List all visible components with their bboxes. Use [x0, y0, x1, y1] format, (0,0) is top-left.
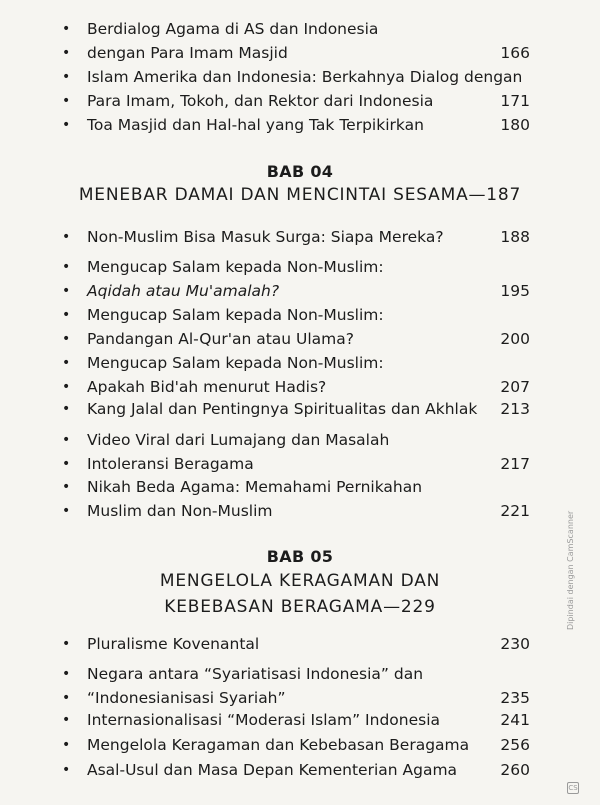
- toc-entry-title: Kang Jalal dan Pentingnya Spiritualitas dan Akhlak: [87, 400, 478, 418]
- page-number: 260: [500, 761, 530, 779]
- page-number: 256: [500, 736, 530, 754]
- chapter-label: BAB 04: [266, 162, 334, 181]
- toc-entry-title: Mengucap Salam kepada Non-Muslim:: [87, 354, 384, 372]
- toc-entry[interactable]: [0, 708, 600, 732]
- bullet-icon: •: [62, 456, 71, 472]
- toc-entry[interactable]: [0, 351, 600, 399]
- page-number: 207: [500, 378, 530, 396]
- toc-entry-title: Berdialog Agama di AS dan Indonesia: [87, 20, 379, 38]
- toc-entry-title: Intoleransi Beragama: [87, 455, 254, 473]
- toc-entry-title: Internasionalisasi “Moderasi Islam” Indonesia: [87, 711, 441, 729]
- bullet-icon: •: [62, 93, 71, 109]
- toc-entry[interactable]: [0, 255, 600, 303]
- camscanner-logo-icon: CS: [568, 784, 578, 792]
- toc-entry-title: Non-Muslim Bisa Masuk Surga: Siapa Mereka?: [87, 228, 444, 246]
- bullet-icon: •: [62, 379, 71, 395]
- toc-entry-title: Negara antara “Syariatisasi Indonesia” dan: [87, 665, 424, 683]
- bullet-icon: •: [62, 503, 71, 519]
- toc-entry-title: Aqidah atau Mu'amalah?: [87, 282, 280, 300]
- toc-entry-title: Asal-Usul dan Masa Depan Kementerian Agama: [87, 761, 458, 779]
- toc-entry[interactable]: [0, 113, 600, 137]
- toc-entry-title: Nikah Beda Agama: Memahami Pernikahan: [87, 478, 423, 496]
- chapter-title: MENEBAR DAMAI DAN MENCINTAI SESAMA—187: [78, 185, 522, 205]
- toc-entry-title: Pandangan Al-Qur'an atau Ulama?: [87, 330, 354, 348]
- page-number: 180: [500, 116, 530, 134]
- toc-entry[interactable]: [0, 733, 600, 757]
- toc-entry[interactable]: [0, 758, 600, 782]
- toc-entry-title: Mengucap Salam kepada Non-Muslim:: [87, 258, 384, 276]
- toc-entry-title: Para Imam, Tokoh, dan Rektor dari Indonesia: [87, 92, 434, 110]
- bullet-icon: •: [62, 762, 71, 778]
- page-number: 241: [500, 711, 530, 729]
- chapter-title: MENGELOLA KERAGAMAN DAN: [159, 571, 441, 591]
- toc-entry[interactable]: [0, 397, 600, 421]
- bullet-icon: •: [62, 229, 71, 245]
- bullet-icon: •: [62, 21, 71, 37]
- toc-entry[interactable]: [0, 303, 600, 351]
- page-number: 166: [500, 44, 530, 62]
- bullet-icon: •: [62, 355, 71, 371]
- chapter-label: BAB 05: [266, 547, 334, 566]
- toc-entry[interactable]: [0, 17, 600, 65]
- bullet-icon: •: [62, 737, 71, 753]
- toc-entry-title: dengan Para Imam Masjid: [87, 44, 288, 62]
- page-number: 213: [500, 400, 530, 418]
- toc-entry-title: Muslim dan Non-Muslim: [87, 502, 273, 520]
- toc-entry-title: Mengucap Salam kepada Non-Muslim:: [87, 306, 384, 324]
- toc-entry-title: Islam Amerika dan Indonesia: Berkahnya Dialog dengan: [87, 68, 523, 86]
- page-number: 171: [500, 92, 530, 110]
- toc-entry-title: Toa Masjid dan Hal-hal yang Tak Terpikirkan: [87, 116, 424, 134]
- bullet-icon: •: [62, 45, 71, 61]
- bullet-icon: •: [62, 432, 71, 448]
- page-number: 230: [500, 635, 530, 653]
- toc-entry-title: Pluralisme Kovenantal: [87, 635, 260, 653]
- toc-entry[interactable]: [0, 65, 600, 113]
- bullet-icon: •: [62, 117, 71, 133]
- bullet-icon: •: [62, 307, 71, 323]
- bullet-icon: •: [62, 69, 71, 85]
- bullet-icon: •: [62, 259, 71, 275]
- page-number: 221: [500, 502, 530, 520]
- page-number: 217: [500, 455, 530, 473]
- chapter-title: KEBEBASAN BERAGAMA—229: [164, 597, 436, 617]
- bullet-icon: •: [62, 331, 71, 347]
- bullet-icon: •: [62, 636, 71, 652]
- page-number: 195: [500, 282, 530, 300]
- bullet-icon: •: [62, 283, 71, 299]
- toc-entry[interactable]: [0, 428, 600, 476]
- toc-entry-title: Video Viral dari Lumajang dan Masalah: [87, 431, 390, 449]
- page-number: 235: [500, 689, 530, 707]
- bullet-icon: •: [62, 401, 71, 417]
- bullet-icon: •: [62, 690, 71, 706]
- scanner-watermark: Dipindai dengan CamScanner: [566, 510, 575, 630]
- toc-entry-title: Apakah Bid'ah menurut Hadis?: [87, 378, 327, 396]
- toc-entry-title: Mengelola Keragaman dan Kebebasan Beragama: [87, 736, 470, 754]
- toc-entry[interactable]: [0, 662, 600, 710]
- bullet-icon: •: [62, 712, 71, 728]
- toc-entry-title: “Indonesianisasi Syariah”: [87, 689, 286, 707]
- toc-entry[interactable]: [0, 225, 600, 249]
- toc-entry[interactable]: [0, 632, 600, 656]
- bullet-icon: •: [62, 479, 71, 495]
- toc-entry[interactable]: [0, 475, 600, 523]
- bullet-icon: •: [62, 666, 71, 682]
- page-number: 188: [500, 228, 530, 246]
- page-number: 200: [500, 330, 530, 348]
